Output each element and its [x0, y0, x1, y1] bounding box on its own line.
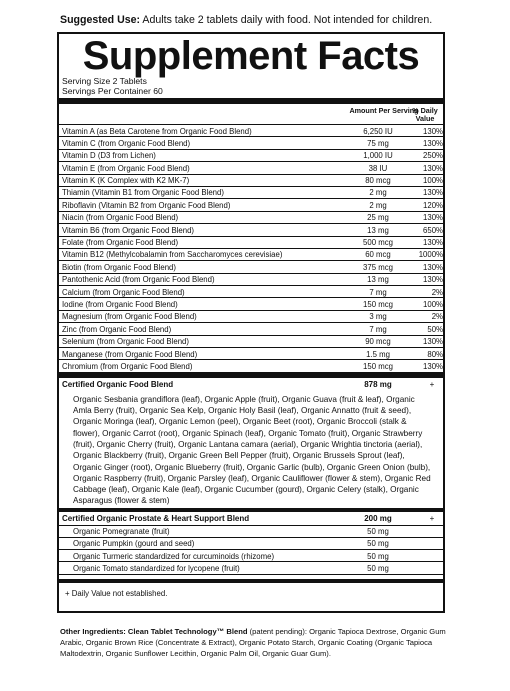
nutrient-name: Selenium (from Organic Food Blend)	[62, 337, 189, 347]
nutrient-amount: 150 mcg	[363, 299, 393, 309]
prostate-blend-header	[59, 512, 443, 526]
nutrient-dv: 100%	[423, 299, 443, 309]
nutrient-name: Chromium (from Organic Food Blend)	[62, 361, 193, 371]
prostate-item-amount: 50 mg	[367, 551, 389, 561]
servings-per-container: Servings Per Container 60	[62, 86, 163, 96]
nutrient-table	[59, 125, 443, 373]
nutrient-amount: 2 mg	[369, 200, 387, 210]
food-blend-header	[59, 378, 443, 392]
nutrient-dv: 80%	[427, 349, 443, 359]
prostate-item-amount: 50 mg	[367, 539, 389, 549]
nutrient-amount: 13 mg	[367, 225, 389, 235]
prostate-blend-name: Certified Organic Prostate & Heart Support Blend	[62, 513, 250, 523]
nutrient-row	[59, 150, 443, 162]
nutrient-row	[59, 162, 443, 174]
nutrient-name: Vitamin B12 (Methylcobalamin from Saccharomyces cerevisiae)	[62, 250, 283, 260]
nutrient-amount: 6,250 IU	[363, 126, 393, 136]
prostate-blend-item	[59, 550, 443, 562]
amount-column-header: Amount Per Serving	[349, 106, 419, 115]
prostate-item-name: Organic Pumpkin (gourd and seed)	[73, 539, 195, 549]
nutrient-row	[59, 360, 443, 372]
nutrient-dv: 130%	[423, 126, 443, 136]
prostate-blend-item	[59, 526, 443, 538]
nutrient-row	[59, 237, 443, 249]
nutrient-dv: 50%	[427, 324, 443, 334]
food-blend-ingredients: Organic Sesbania grandiflora (leaf), Organic Apple (fruit), Organic Guava (fruit & leaf), Organic Amla Berry (fruit), Organic Sea Kelp, Organic Holy Basil (leaf), Organic Annatto (fruit & seed), Organic Moringa (leaf), Organic Lemon (peel), Organic Beet (root), Organic Broccoli (stalk & flower), Organic Carrot (root), Organic Spinach (leaf), Organic Tomato (fruit), Organic Strawberry (fruit), Organic Cherry (fruit), Organic Lantana camara (aerial), Organic Wrightia tinctoria (aerial), Organic Blackberry (fruit), Organic Green Bell Pepper (fruit), Organic Brussels Sprout (leaf), Organic Ginger (root), Organic Blueberry (fruit), Organic Garlic (bulb), Organic Green Onion (bulb), Organic Raspberry (fruit), Organic Parsley (leaf), Organic Cauliflower (flower & stem), Organic Red Cabbage (leaf), Organic Kale (leaf), Organic Cucumber (gourd), Organic Celery (stalk), Organic Asparagus (flower & stem)	[73, 394, 431, 506]
nutrient-dv: 1000%	[418, 250, 443, 260]
nutrient-name: Vitamin E (from Organic Food Blend)	[62, 163, 190, 173]
dv-column-header: % Daily Value	[412, 106, 438, 123]
nutrient-dv: 130%	[423, 213, 443, 223]
nutrient-name: Riboflavin (Vitamin B2 from Organic Food Blend)	[62, 200, 231, 210]
nutrient-name: Vitamin D (D3 from Lichen)	[62, 151, 156, 161]
nutrient-dv: 130%	[423, 275, 443, 285]
nutrient-name: Thiamin (Vitamin B1 from Organic Food Blend)	[62, 188, 224, 198]
nutrient-row	[59, 298, 443, 310]
nutrient-row	[59, 336, 443, 348]
nutrient-row	[59, 249, 443, 261]
nutrient-row	[59, 175, 443, 187]
nutrient-amount: 75 mg	[367, 138, 389, 148]
nutrient-row	[59, 311, 443, 323]
other-ingredients-label: Other Ingredients: Clean Tablet Technology™ Blend	[60, 627, 248, 636]
prostate-blend-list	[59, 526, 443, 575]
prostate-item-amount: 50 mg	[367, 527, 389, 537]
prostate-item-name: Organic Tomato standardized for lycopene (fruit)	[73, 563, 240, 573]
food-blend-amount: 878 mg	[364, 379, 392, 389]
dv-footnote: + Daily Value not established.	[65, 588, 168, 598]
nutrient-name: Zinc (from Organic Food Blend)	[62, 324, 172, 334]
nutrient-row	[59, 212, 443, 224]
column-header	[59, 104, 443, 124]
nutrient-row	[59, 261, 443, 273]
nutrient-name: Vitamin K (K Complex with K2 MK-7)	[62, 176, 190, 186]
nutrient-name: Pantothenic Acid (from Organic Food Blend)	[62, 275, 215, 285]
nutrient-amount: 500 mcg	[363, 238, 393, 248]
nutrient-name: Manganese (from Organic Food Blend)	[62, 349, 198, 359]
nutrient-row	[59, 323, 443, 335]
nutrient-dv: 130%	[423, 238, 443, 248]
nutrient-name: Biotin (from Organic Food Blend)	[62, 262, 176, 272]
nutrient-row	[59, 286, 443, 298]
nutrient-dv: 130%	[423, 163, 443, 173]
prostate-item-name: Organic Turmeric standardized for curcuminoids (rhizome)	[73, 551, 275, 561]
prostate-blend-item	[59, 538, 443, 550]
nutrient-amount: 7 mg	[369, 287, 387, 297]
nutrient-amount: 375 mcg	[363, 262, 393, 272]
nutrient-name: Iodine (from Organic Food Blend)	[62, 299, 178, 309]
panel-title: Supplement Facts	[82, 34, 420, 78]
nutrient-name: Vitamin B6 (from Organic Food Blend)	[62, 225, 195, 235]
supplement-facts-panel	[57, 32, 445, 613]
nutrient-row	[59, 274, 443, 286]
nutrient-amount: 80 mcg	[365, 176, 391, 186]
prostate-blend-amount: 200 mg	[364, 513, 392, 523]
nutrient-name: Calcium (from Organic Food Blend)	[62, 287, 185, 297]
nutrient-dv: 2%	[431, 287, 443, 297]
nutrient-amount: 1.5 mg	[366, 349, 390, 359]
nutrient-amount: 90 mcg	[365, 337, 391, 347]
nutrient-row	[59, 199, 443, 211]
nutrient-row	[59, 187, 443, 199]
other-ingredients-text: (patent pending): Organic Tapioca Dextrose, Organic Gum Arabic, Organic Brown Rice (Concentrate & Extract), Organic Potato Starch, Organic Coating (Organic Tapioca Maltodextrin, Organic Sunflower Lecithin, Organic Palm Oil, Organic Guar Gum).	[60, 627, 446, 658]
food-blend-dv: +	[429, 379, 435, 389]
nutrient-dv: 2%	[431, 312, 443, 322]
nutrient-row	[59, 224, 443, 236]
nutrient-dv: 130%	[423, 138, 443, 148]
nutrient-dv: 130%	[423, 337, 443, 347]
nutrient-amount: 1,000 IU	[363, 151, 393, 161]
nutrient-amount: 25 mg	[367, 213, 389, 223]
suggested-use-label: Suggested Use:	[60, 14, 141, 26]
nutrient-amount: 3 mg	[369, 312, 387, 322]
nutrient-name: Vitamin A (as Beta Carotene from Organic Food Blend)	[62, 126, 252, 136]
nutrient-amount: 60 mcg	[365, 250, 391, 260]
nutrient-name: Folate (from Organic Food Blend)	[62, 238, 179, 248]
prostate-blend-dv: +	[429, 513, 435, 523]
nutrient-name: Magnesium (from Organic Food Blend)	[62, 312, 197, 322]
nutrient-dv: 250%	[423, 151, 443, 161]
nutrient-name: Niacin (from Organic Food Blend)	[62, 213, 179, 223]
prostate-blend-item	[59, 562, 443, 574]
nutrient-row	[59, 348, 443, 360]
nutrient-row	[59, 137, 443, 149]
nutrient-amount: 150 mcg	[363, 361, 393, 371]
suggested-use-text: Adults take 2 tablets daily with food. Not intended for children.	[142, 14, 433, 26]
food-blend-name: Certified Organic Food Blend	[62, 379, 174, 389]
nutrient-dv: 100%	[423, 176, 443, 186]
nutrient-amount: 7 mg	[369, 324, 387, 334]
nutrient-row	[59, 125, 443, 137]
prostate-item-amount: 50 mg	[367, 563, 389, 573]
nutrient-amount: 13 mg	[367, 275, 389, 285]
nutrient-dv: 120%	[423, 200, 443, 210]
nutrient-amount: 38 IU	[368, 163, 388, 173]
nutrient-dv: 650%	[423, 225, 443, 235]
nutrient-dv: 130%	[423, 188, 443, 198]
nutrient-dv: 130%	[423, 361, 443, 371]
prostate-item-name: Organic Pomegranate (fruit)	[73, 527, 170, 537]
nutrient-dv: 130%	[423, 262, 443, 272]
nutrient-amount: 2 mg	[369, 188, 387, 198]
suggested-use	[60, 14, 460, 26]
serving-size: Serving Size 2 Tablets	[62, 76, 147, 86]
other-ingredients	[60, 626, 470, 659]
nutrient-name: Vitamin C (from Organic Food Blend)	[62, 138, 191, 148]
